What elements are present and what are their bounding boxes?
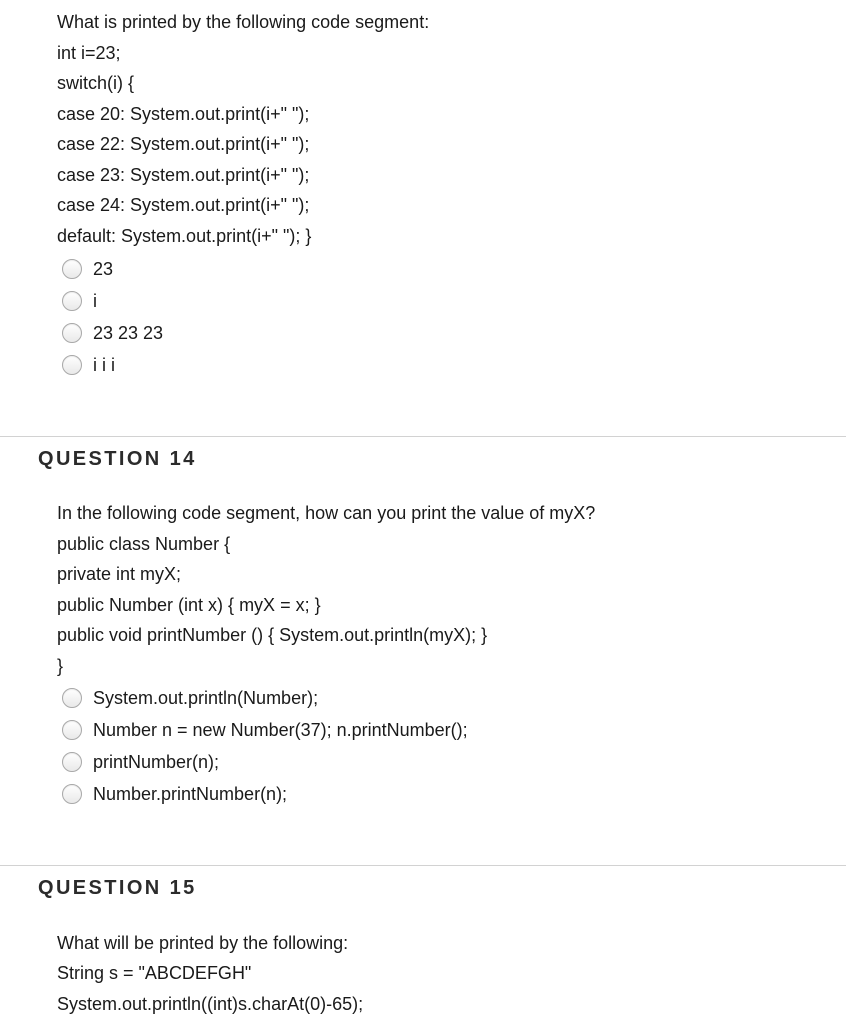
radio-button[interactable]: [62, 259, 82, 279]
answer-option-label[interactable]: printNumber(n);: [93, 752, 220, 772]
answer-option[interactable]: [62, 718, 468, 742]
code-line: public Number (int x) { myX = x; }: [57, 595, 321, 615]
answer-option-label[interactable]: 23 23 23: [93, 323, 164, 343]
code-line: private int myX;: [57, 564, 182, 584]
code-line: String s = "ABCDEFGH": [57, 963, 252, 983]
section-divider: [0, 865, 846, 866]
code-line: case 22: System.out.print(i+" ");: [57, 134, 310, 154]
radio-button[interactable]: [62, 720, 82, 740]
code-line: case 23: System.out.print(i+" ");: [57, 165, 310, 185]
radio-button[interactable]: [62, 752, 82, 772]
answer-option-label[interactable]: Number n = new Number(37); n.printNumber();: [93, 720, 468, 740]
answer-option-label[interactable]: i: [93, 291, 97, 311]
code-line: default: System.out.print(i+" "); }: [57, 226, 312, 246]
answer-option-label[interactable]: i i i: [93, 355, 115, 375]
answer-option[interactable]: [62, 257, 113, 281]
answer-option[interactable]: [62, 750, 219, 774]
code-line: public class Number {: [57, 534, 231, 554]
question-heading: QUESTION 14: [38, 448, 197, 470]
radio-button[interactable]: [62, 291, 82, 311]
code-line: }: [57, 656, 64, 676]
question-prompt: What is printed by the following code segment:: [57, 12, 430, 32]
answer-option[interactable]: [62, 289, 97, 313]
code-line: case 20: System.out.print(i+" ");: [57, 104, 310, 124]
code-line: System.out.println((int)s.charAt(0)-65);: [57, 994, 364, 1014]
question-prompt: What will be printed by the following:: [57, 933, 349, 953]
radio-button[interactable]: [62, 323, 82, 343]
answer-option[interactable]: [62, 321, 163, 345]
code-line: case 24: System.out.print(i+" ");: [57, 195, 310, 215]
answer-option[interactable]: [62, 782, 287, 806]
code-line: public void printNumber () { System.out.println(myX); }: [57, 625, 488, 645]
radio-button[interactable]: [62, 688, 82, 708]
code-line: int i=23;: [57, 43, 121, 63]
radio-button[interactable]: [62, 784, 82, 804]
answer-option-label[interactable]: Number.printNumber(n);: [93, 784, 288, 804]
answer-option-label[interactable]: 23: [93, 259, 114, 279]
answer-option[interactable]: [62, 686, 318, 710]
question-prompt: In the following code segment, how can you print the value of myX?: [57, 503, 596, 523]
section-divider: [0, 436, 846, 437]
question-heading: QUESTION 15: [38, 877, 197, 899]
code-line: switch(i) {: [57, 73, 135, 93]
radio-button[interactable]: [62, 355, 82, 375]
answer-option-label[interactable]: System.out.println(Number);: [93, 688, 319, 708]
answer-option[interactable]: [62, 353, 115, 377]
